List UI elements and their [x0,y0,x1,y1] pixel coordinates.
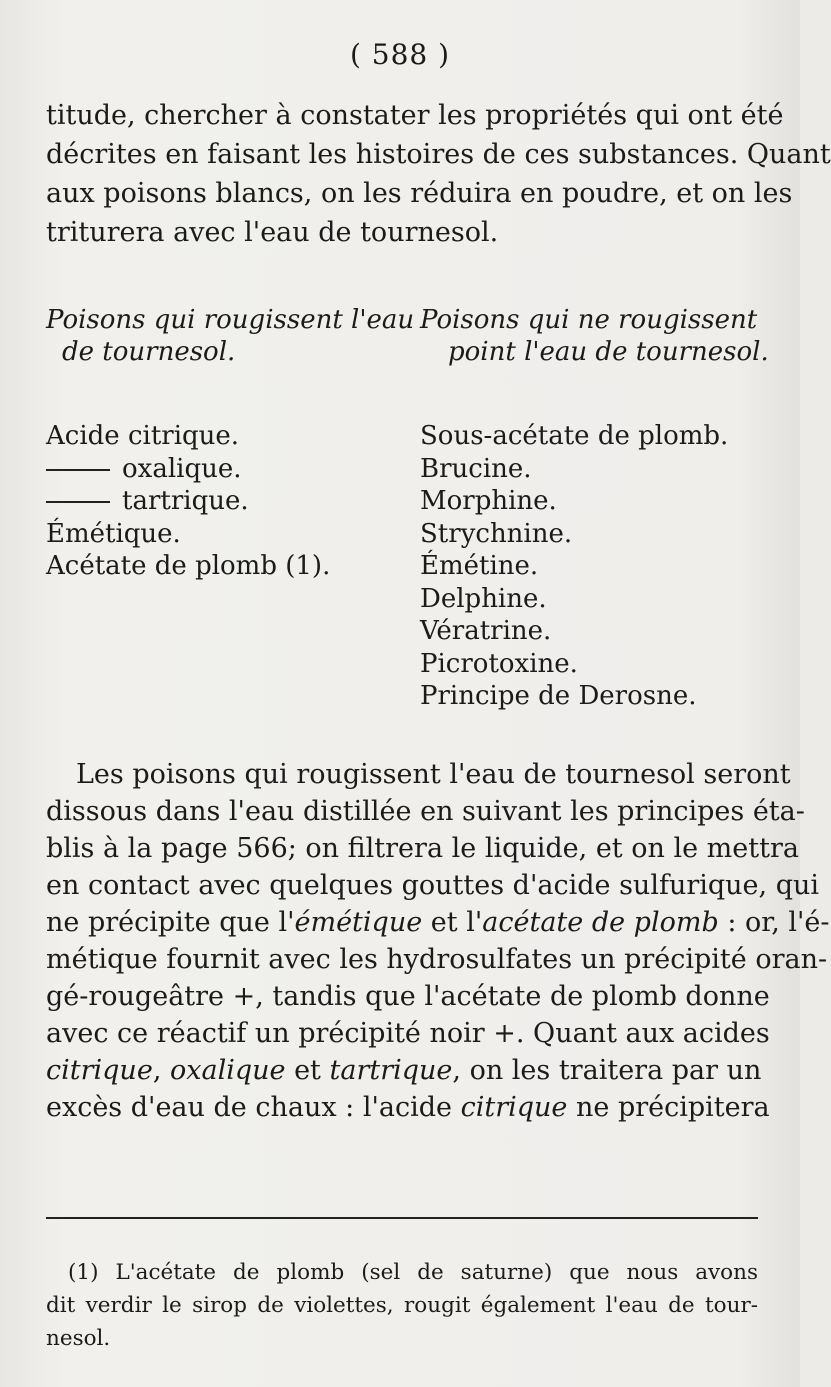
list-item: tartrique. [46,485,376,518]
body-line: blis à la page 566; on filtrera le liquide, et on le mettra [46,833,799,864]
list-item: Émétique. [46,518,181,549]
non-acid-poisons-list [420,420,760,713]
list-item: Picrotoxine. [420,648,578,679]
footnote-line: nesol. [46,1326,111,1351]
page-number: ( 588 ) [349,38,451,71]
ditto-dash [46,469,110,471]
footnote-line: (1) L'acétate de plomb (sel de saturne) que nous avons [68,1260,758,1285]
body-line: gé-rougeâtre +, tandis que l'acétate de plomb donne [46,981,770,1012]
body-line: avec ce réactif un précipité noir +. Quant aux acides [46,1018,770,1049]
list-item: Morphine. [420,486,557,516]
left-heading-line: de tournesol. [62,337,236,367]
list-item: Émétine. [420,551,539,581]
body-line: citrique, oxalique et tartrique, on les traitera par un [46,1055,762,1086]
list-item: Principe de Derosne. [420,681,697,711]
footnote-divider [46,1217,758,1219]
list-item: Strychnine. [420,518,573,549]
left-column-heading [46,304,415,368]
list-item: Acide citrique. [46,421,240,451]
body-line: ne précipite que l'émétique et l'acétate de plomb : or, l'é- [46,907,830,938]
list-item: oxalique. [46,453,376,486]
intro-paragraph [46,96,831,252]
right-column-heading [420,304,769,368]
body-line: Les poisons qui rougissent l'eau de tournesol seront [76,759,791,790]
intro-line: titude, chercher à constater les propriétés qui ont été [46,100,784,131]
acid-poisons-list [46,420,376,583]
list-item: Acétate de plomb (1). [46,551,331,581]
list-item: Vératrine. [420,616,552,646]
intro-line: triturera avec l'eau de tournesol. [46,217,499,248]
body-line: dissous dans l'eau distillée en suivant les principes éta- [46,796,805,827]
right-heading-line: Poisons qui ne rougissent [420,305,758,335]
body-paragraph [46,756,830,1126]
intro-line: décrites en faisant les histoires de ces substances. Quant [46,139,831,170]
footnote [46,1256,758,1355]
right-heading-line: point l'eau de tournesol. [448,337,769,367]
body-line: en contact avec quelques gouttes d'acide sulfurique, qui [46,870,820,901]
ditto-dash [46,501,110,503]
body-line: métique fournit avec les hydrosulfates un précipité oran- [46,944,828,975]
list-item: Sous-acétate de plomb. [420,421,729,451]
body-line: excès d'eau de chaux : l'acide citrique ne précipitera [46,1092,770,1123]
footnote-line: dit verdir le sirop de violettes, rougit également l'eau de tour- [46,1293,758,1318]
intro-line: aux poisons blancs, on les réduira en poudre, et on les [46,178,793,209]
list-item: Delphine. [420,583,547,614]
list-item: Brucine. [420,453,532,484]
left-heading-line: Poisons qui rougissent l'eau [46,305,415,335]
